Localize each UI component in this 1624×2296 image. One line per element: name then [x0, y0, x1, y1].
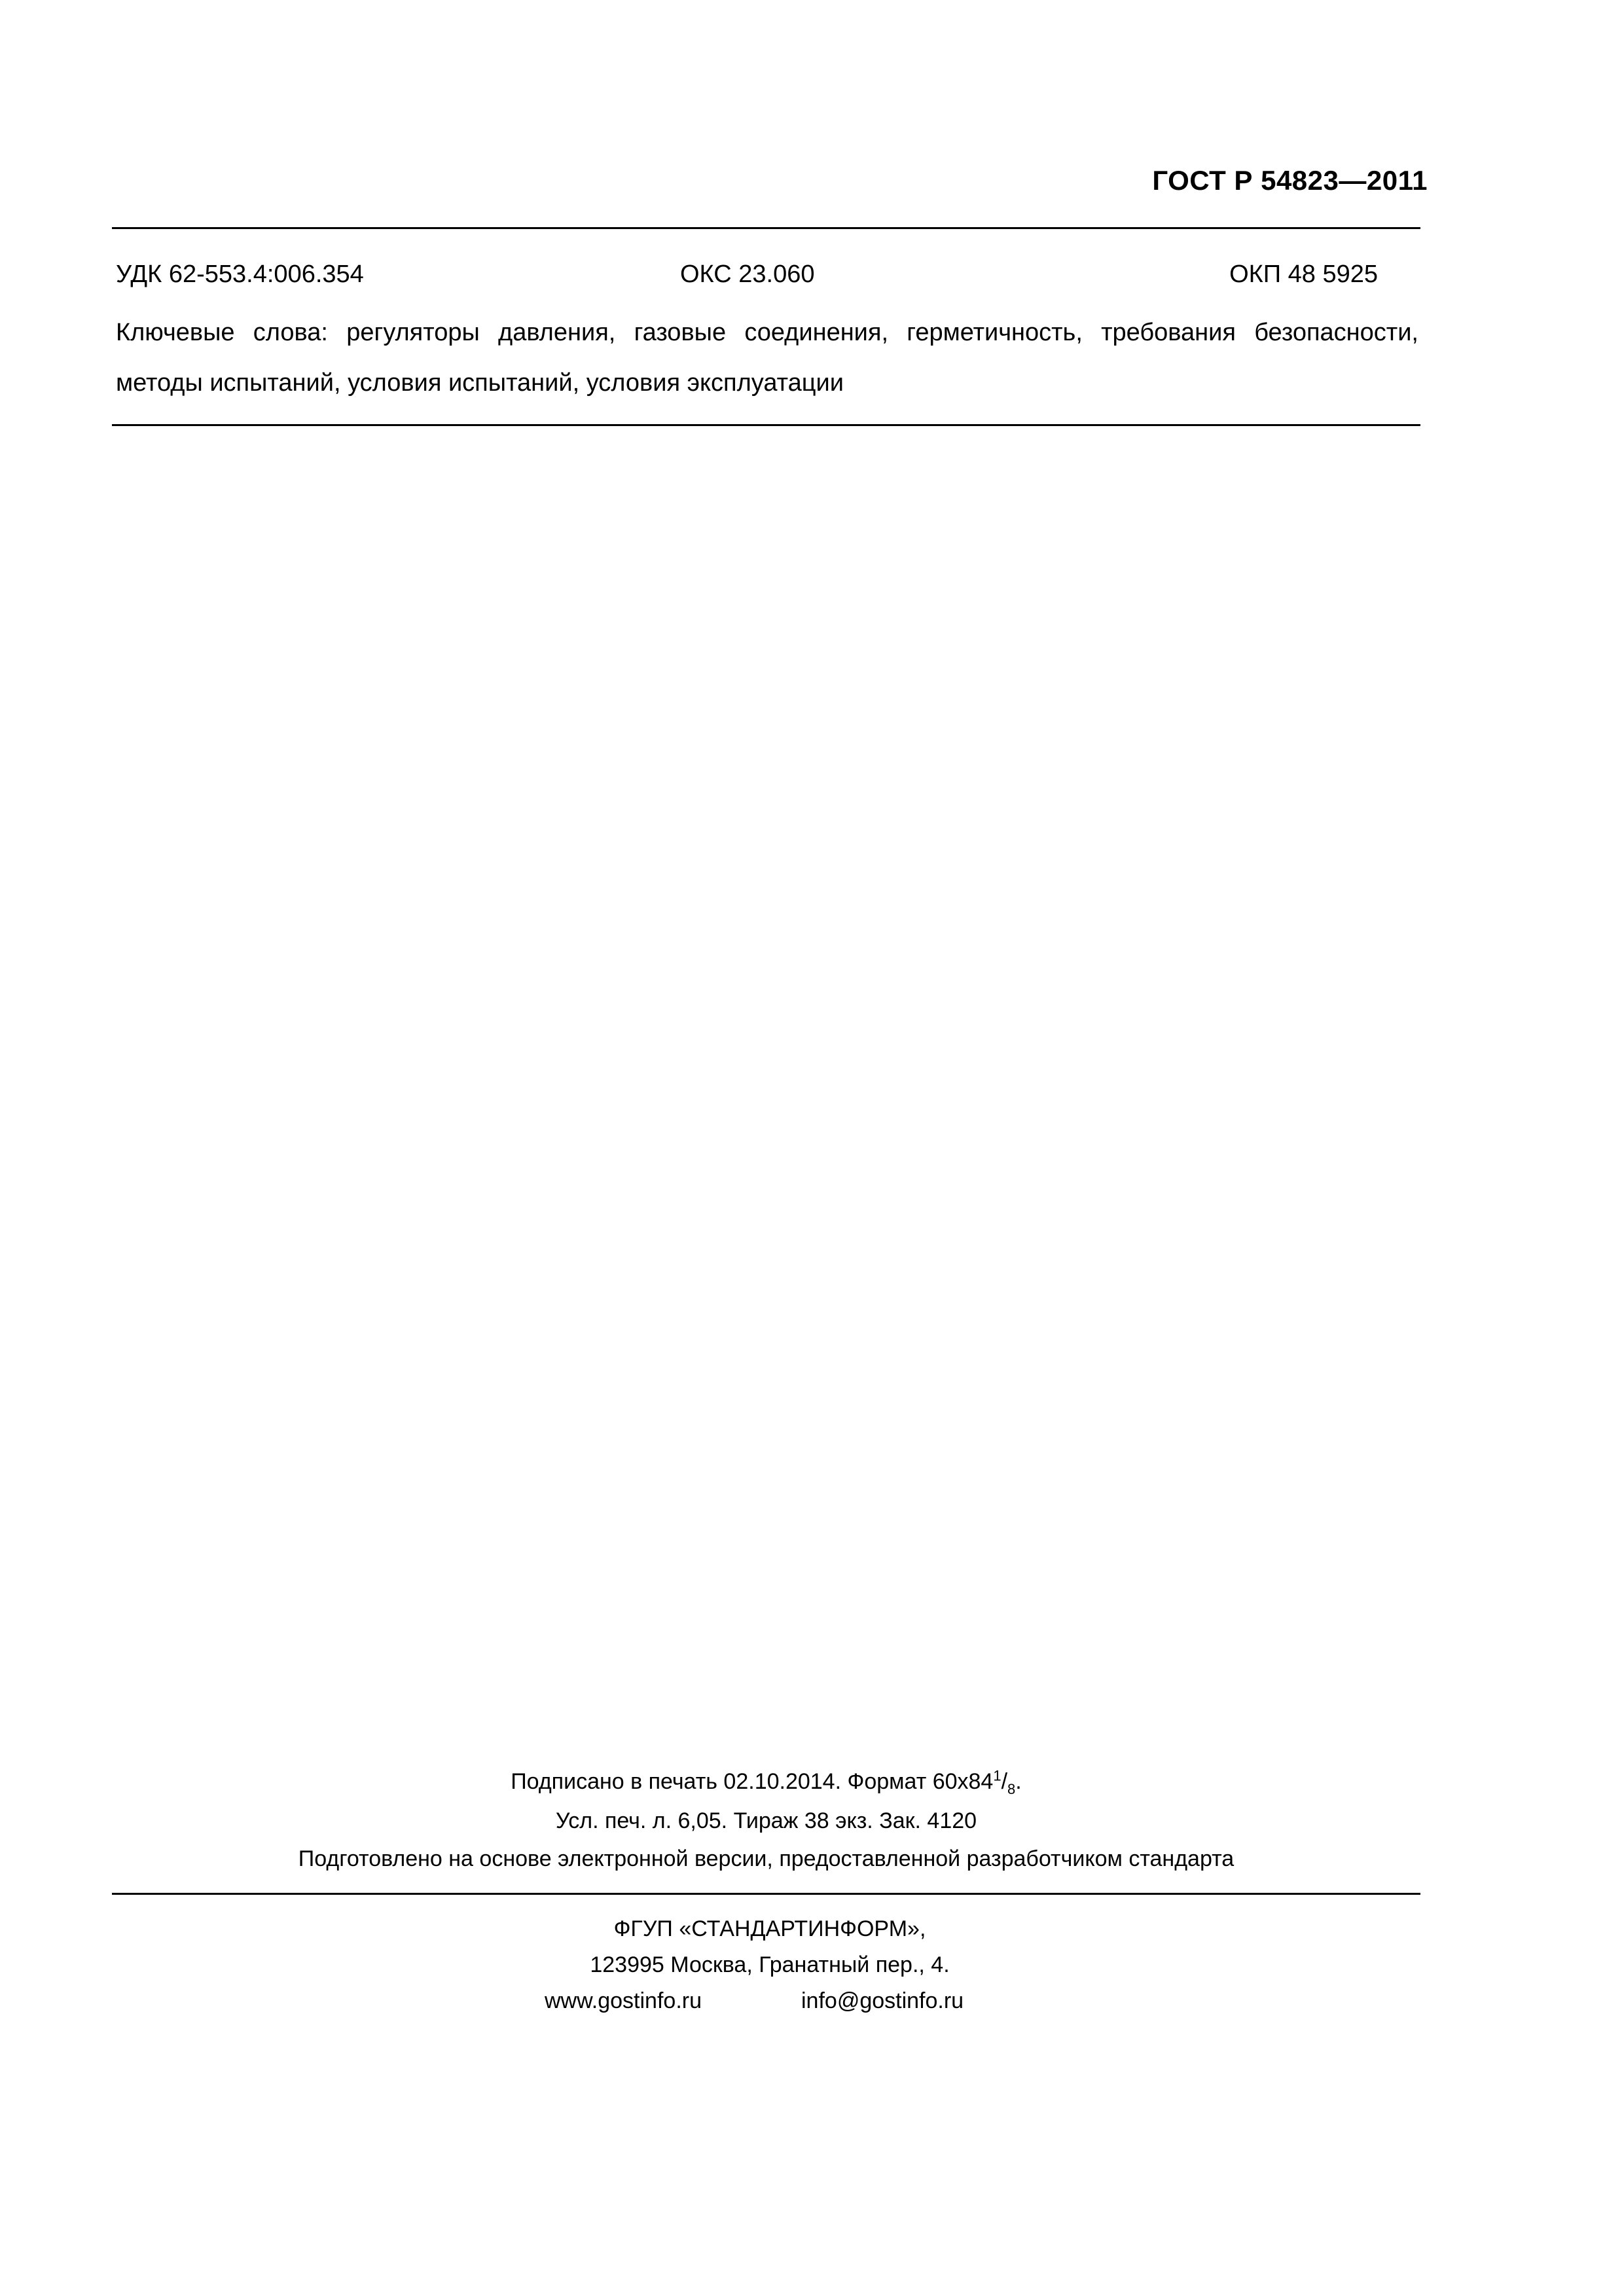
prepared-note: Подготовлено на основе электронной версии, предоставленной разработчиком стандарта — [298, 1846, 1235, 1871]
format-slash: / — [1001, 1769, 1008, 1794]
format-period: . — [1015, 1769, 1022, 1794]
publisher-address: 123995 Москва, Гранатный пер., 4. — [590, 1952, 950, 1977]
format-numerator: 1 — [993, 1767, 1001, 1784]
print-sheets-line: Усл. печ. л. 6,05. Тираж 38 экз. Зак. 4120 — [555, 1808, 977, 1833]
udk-code: УДК 62-553.4:006.354 — [116, 260, 364, 288]
keywords-divider — [112, 424, 1420, 426]
signed-to-print-line — [112, 1768, 1420, 1795]
keywords-paragraph: Ключевые слова: регуляторы давления, газовые соединения, герметичность, требования безопасности, методы испытаний, условия испытаний, условия эксплуатации — [116, 319, 1418, 397]
publisher-contacts — [545, 1988, 964, 2014]
imprint-divider — [112, 1893, 1420, 1895]
okp-code: ОКП 48 5925 — [1229, 260, 1378, 288]
publisher-name: ФГУП «СТАНДАРТИНФОРМ», — [613, 1916, 926, 1941]
oks-code: ОКС 23.060 — [680, 260, 815, 288]
top-divider — [112, 227, 1420, 229]
website-link[interactable]: www.gostinfo.ru — [545, 1988, 702, 2013]
signed-text: Подписано в печать 02.10.2014. Формат 60x84 — [511, 1769, 994, 1794]
classification-codes — [116, 260, 1378, 293]
email-link[interactable]: info@gostinfo.ru — [801, 1988, 964, 2013]
format-denominator: 8 — [1007, 1780, 1016, 1797]
standard-number: ГОСТ Р 54823—2011 — [1152, 165, 1428, 196]
